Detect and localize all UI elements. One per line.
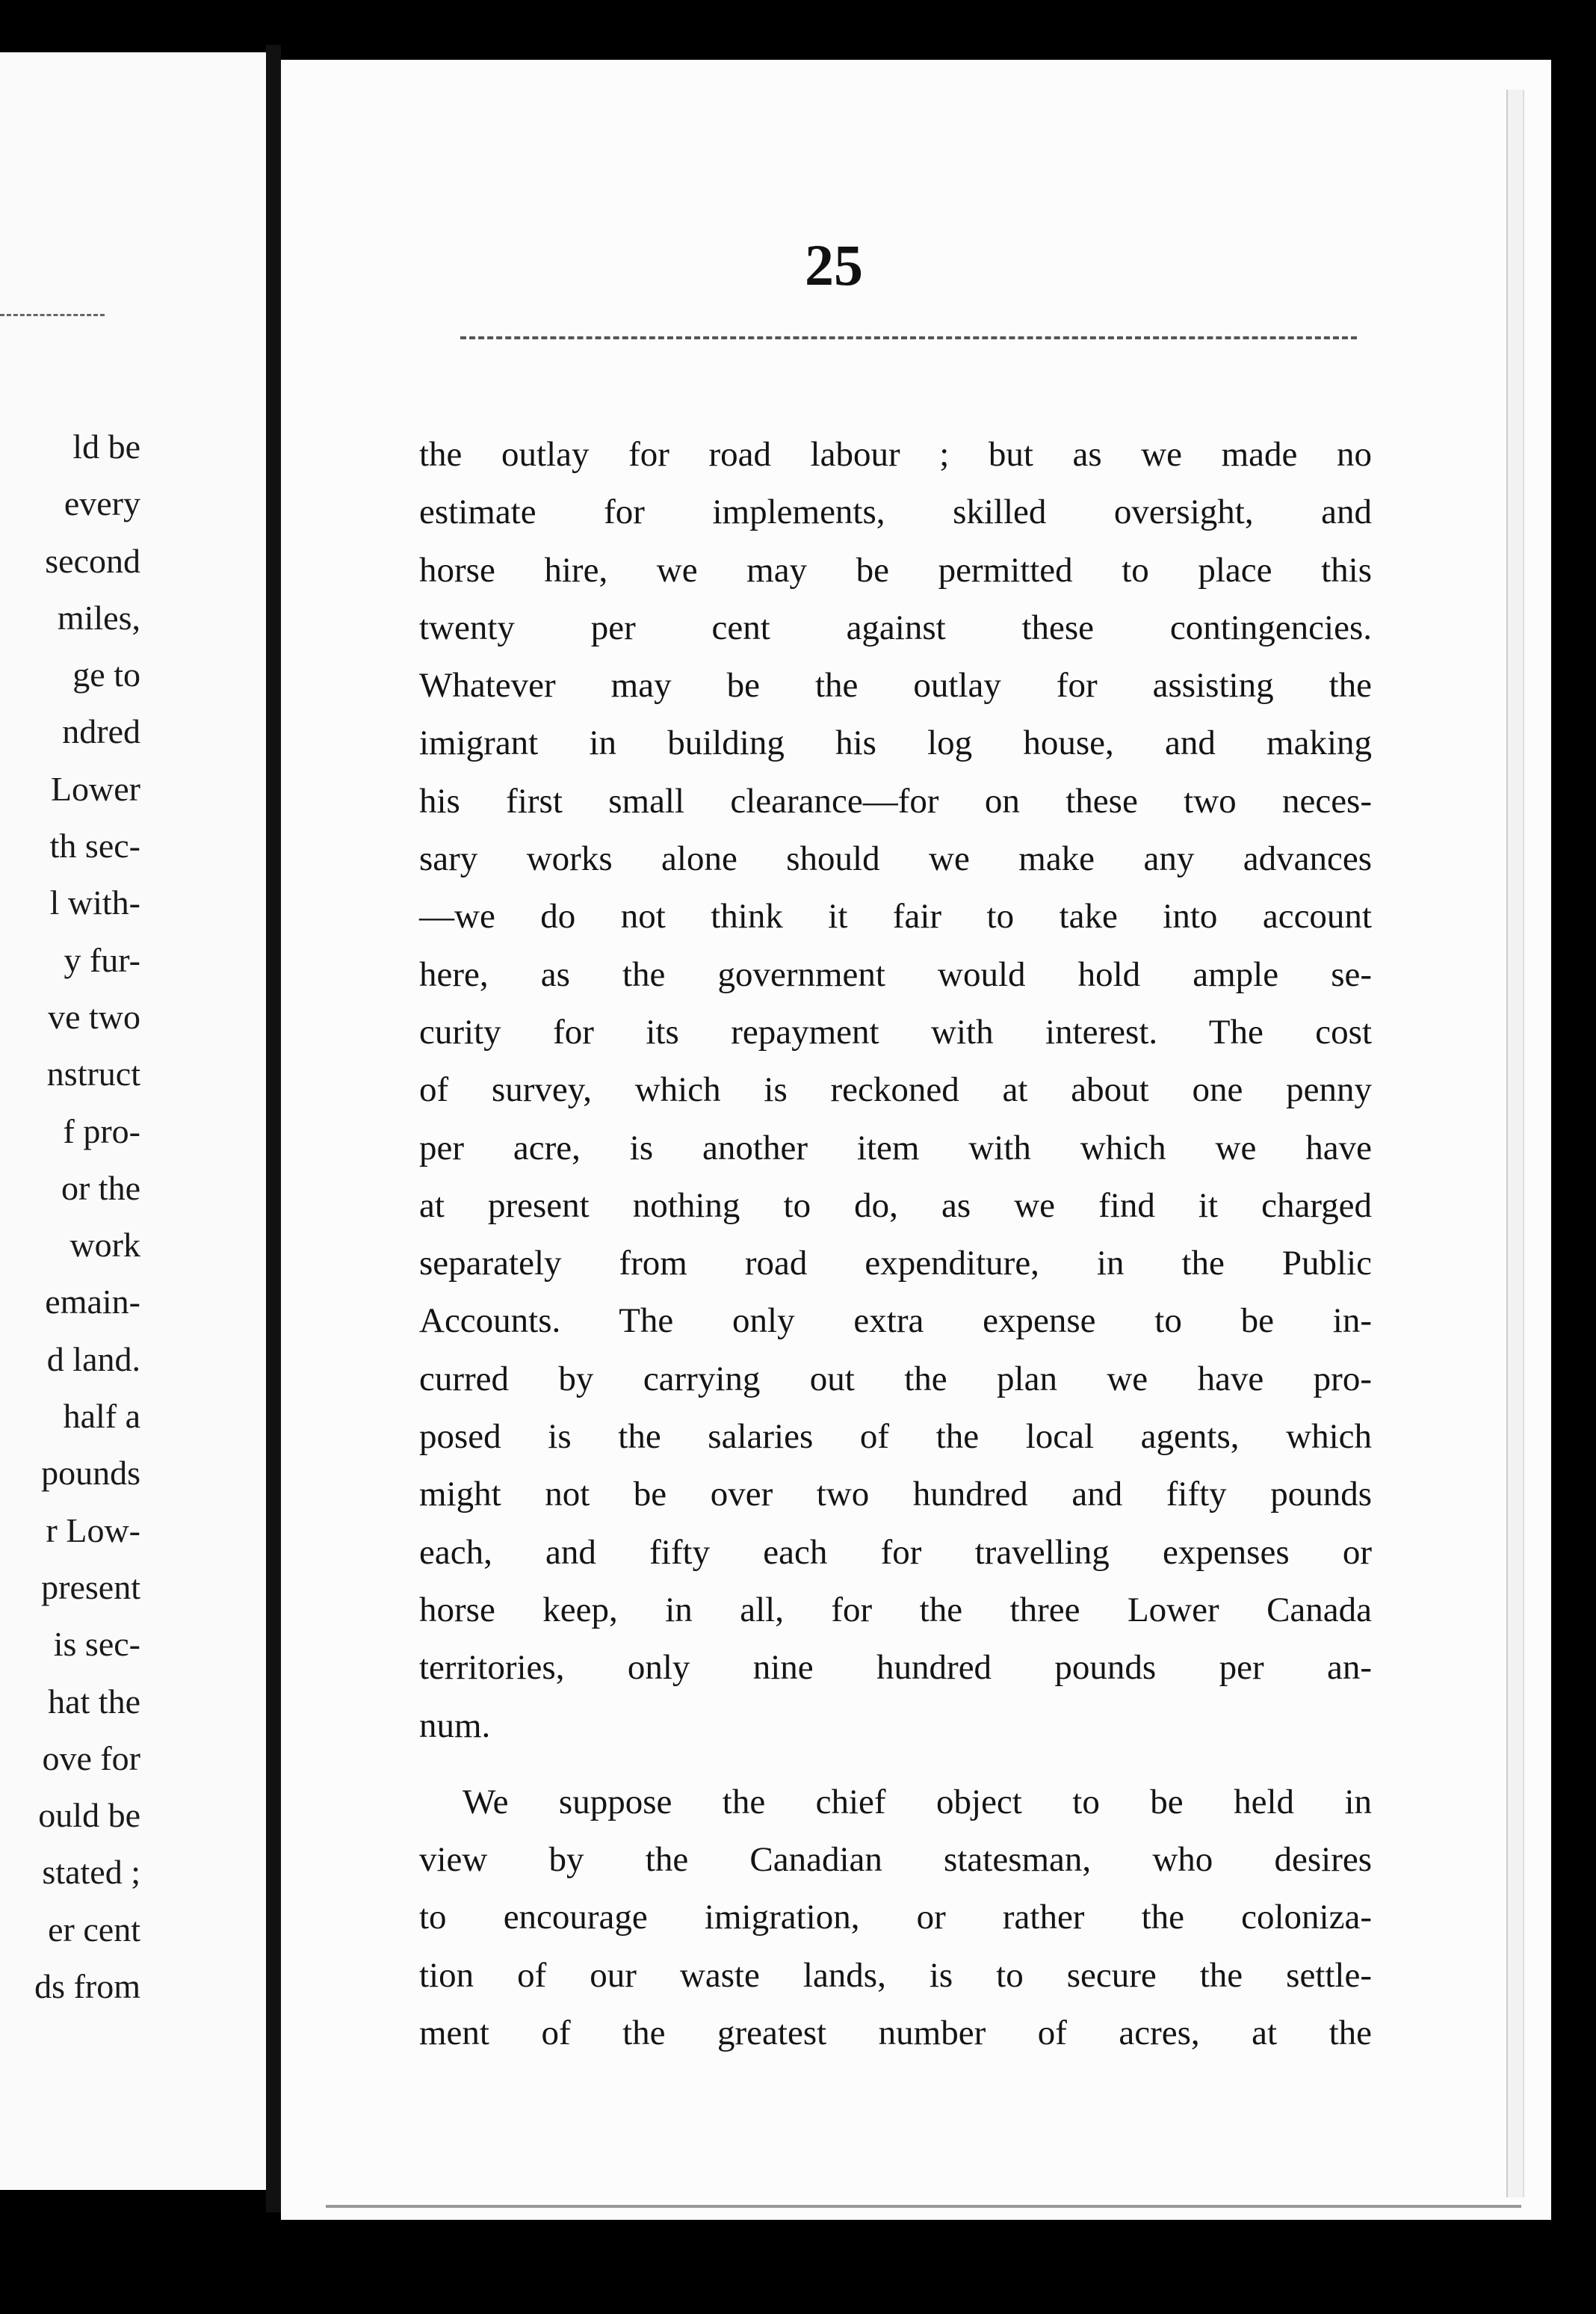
page-bottom-edge [326, 2197, 1521, 2208]
text-line: imigrant in building his log house, and making [419, 723, 1372, 763]
text-line: posed is the salaries of the local agents, which [419, 1417, 1372, 1457]
left-fragment-line: half a [63, 1397, 140, 1436]
text-line: at present nothing to do, as we find it charged [419, 1185, 1372, 1225]
left-page-text-fragments [0, 419, 140, 2015]
left-fragment-line: ld be [72, 428, 140, 466]
page-number: 25 [805, 232, 863, 297]
text-line: curity for its repayment with interest. The cost [419, 1012, 1372, 1052]
text-line: We suppose the chief object to be held in [463, 1782, 1372, 1821]
text-line: here, as the government would hold ample se- [419, 954, 1372, 994]
text-line: view by the Canadian statesman, who desires [419, 1840, 1372, 1880]
left-fragment-line: nstruct [46, 1055, 140, 1093]
paragraph-gap [419, 1755, 1372, 1774]
text-line: each, and fifty each for travelling expenses or [419, 1532, 1372, 1572]
page-edge-shading [1506, 90, 1524, 2197]
right-page [281, 60, 1551, 2220]
left-fragment-line: every [64, 484, 140, 523]
text-line: ment of the greatest number of acres, at the [419, 2014, 1372, 2053]
page-body-text [419, 426, 1372, 2062]
text-line: might not be over two hundred and fifty pounds [419, 1475, 1372, 1514]
left-fragment-line: work [69, 1226, 140, 1265]
left-fragment-line: hat the [48, 1682, 140, 1721]
left-fragment-line: th sec- [49, 827, 140, 866]
left-fragment-line: ould be [38, 1796, 140, 1835]
text-line: horse hire, we may be permitted to place this [419, 550, 1372, 590]
left-fragment-line: r Low- [46, 1511, 140, 1549]
left-fragment-line: f pro- [63, 1111, 140, 1150]
header-ornamental-rule [460, 336, 1357, 339]
left-page-header-rule [0, 314, 105, 316]
text-line: twenty per cent against these contingencies. [419, 608, 1372, 647]
left-fragment-line: ds from [34, 1967, 140, 2006]
text-line: curred by carrying out the plan we have pro- [419, 1359, 1372, 1398]
left-fragment-line: ge to [72, 655, 140, 694]
left-fragment-line: or the [61, 1168, 140, 1207]
text-line: of survey, which is reckoned at about one penny [419, 1070, 1372, 1110]
text-line: num. [419, 1706, 491, 1745]
paragraph-1 [419, 426, 1372, 1755]
left-page [0, 52, 266, 2190]
text-line: tion of our waste lands, is to secure the settle- [419, 1955, 1372, 1995]
text-line: his first small clearance—for on these two neces- [419, 781, 1372, 821]
text-line: estimate for implements, skilled oversight, and [419, 493, 1372, 532]
left-fragment-line: second [45, 541, 140, 580]
left-fragment-line: miles, [57, 598, 140, 637]
left-fragment-line: l with- [49, 883, 140, 922]
left-fragment-line: ndred [62, 712, 140, 751]
text-line: horse keep, in all, for the three Lower Canada [419, 1590, 1372, 1629]
left-fragment-line: stated ; [42, 1853, 140, 1892]
left-fragment-line: present [41, 1567, 140, 1606]
left-fragment-line: is sec- [53, 1625, 140, 1664]
text-line: per acre, is another item with which we have [419, 1128, 1372, 1167]
text-line: the outlay for road labour ; but as we made no [419, 435, 1372, 474]
left-fragment-line: Lower [50, 769, 140, 808]
text-line: —we do not think it fair to take into account [419, 897, 1372, 937]
left-fragment-line: emain- [45, 1283, 140, 1321]
left-fragment-line: y fur- [64, 940, 140, 979]
text-line: sary works alone should we make any advances [419, 839, 1372, 879]
left-fragment-line: ove for [42, 1738, 140, 1777]
left-fragment-line: ve two [48, 997, 140, 1036]
left-fragment-line: d land. [46, 1339, 140, 1378]
text-line: separately from road expenditure, in the Public [419, 1244, 1372, 1283]
text-line: Whatever may be the outlay for assisting the [419, 666, 1372, 706]
text-line: Accounts. The only extra expense to be in- [419, 1301, 1372, 1341]
text-line: to encourage imigration, or rather the coloniza- [419, 1898, 1372, 1937]
text-line: territories, only nine hundred pounds per an- [419, 1648, 1372, 1688]
paragraph-2 [419, 1774, 1372, 2062]
left-fragment-line: er cent [48, 1910, 140, 1949]
left-fragment-line: pounds [41, 1454, 140, 1493]
book-gutter [266, 45, 281, 2212]
